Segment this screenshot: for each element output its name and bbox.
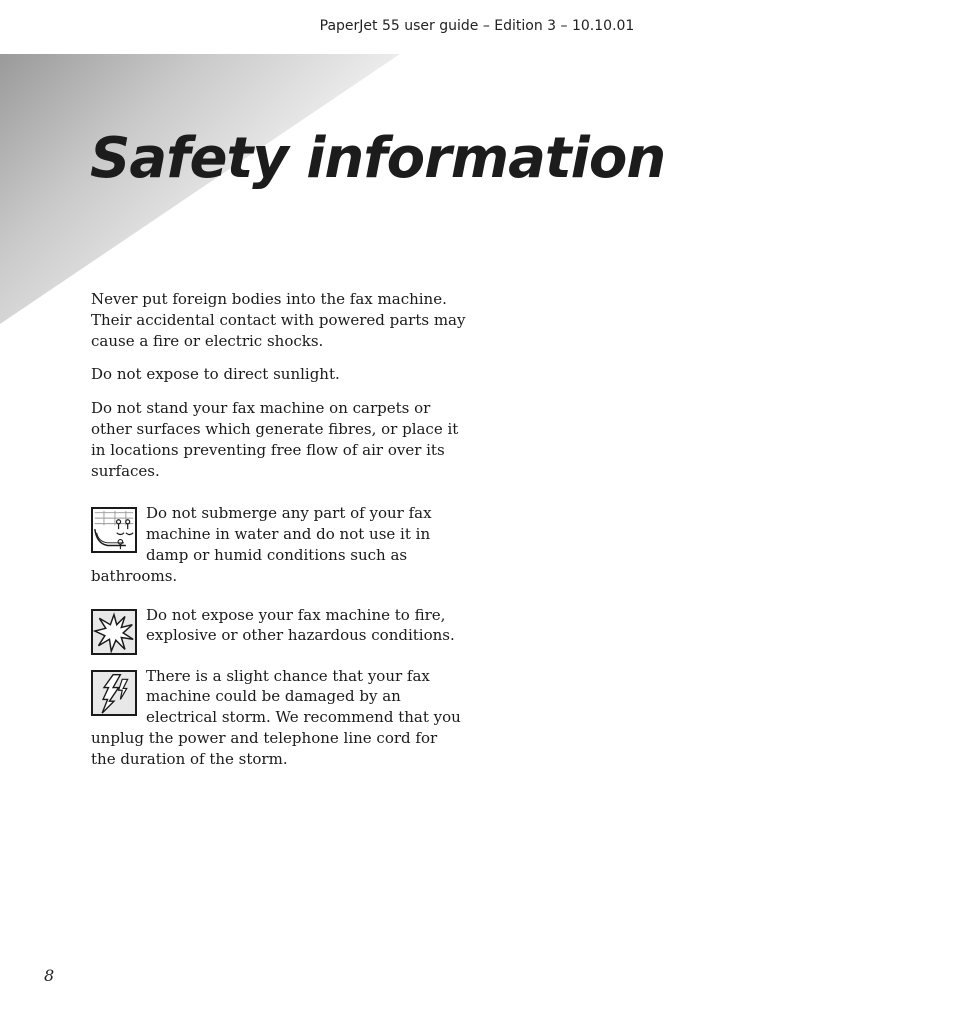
warning-fire [91, 605, 466, 657]
lightning-icon [91, 670, 137, 716]
warning-fire-text: Do not expose your fax machine to fire, explosive or other hazardous conditions. [146, 605, 455, 645]
safety-text [91, 289, 466, 770]
warning-storm-text: There is a slight chance that your fax machine could be damaged by an electrical storm. We recommend that you unplug the power and telephone line cord for the duration of the storm. [91, 666, 461, 768]
warning-water [91, 503, 466, 586]
explosion-icon [91, 609, 137, 655]
paragraph-foreign-bodies: Never put foreign bodies into the fax machine. Their accidental contact with powered parts may cause a fire or electric shocks. [91, 290, 466, 350]
paragraph-sunlight: Do not expose to direct sunlight. [91, 365, 340, 384]
warning-storm [91, 666, 466, 770]
header-band [0, 0, 954, 54]
page-number: 8 [44, 966, 55, 985]
paragraph-carpets: Do not stand your fax machine on carpets or other surfaces which generate fibres, or place it in locations preventing free flow of air over its surfaces. [91, 399, 459, 480]
bathtub-icon [91, 507, 137, 553]
warning-water-text: Do not submerge any part of your fax machine in water and do not use it in damp or humid conditions such as bathrooms. [91, 504, 432, 585]
running-header: PaperJet 55 user guide – Edition 3 – 10.10.01 [319, 18, 635, 34]
page-title: Safety information [90, 126, 666, 191]
